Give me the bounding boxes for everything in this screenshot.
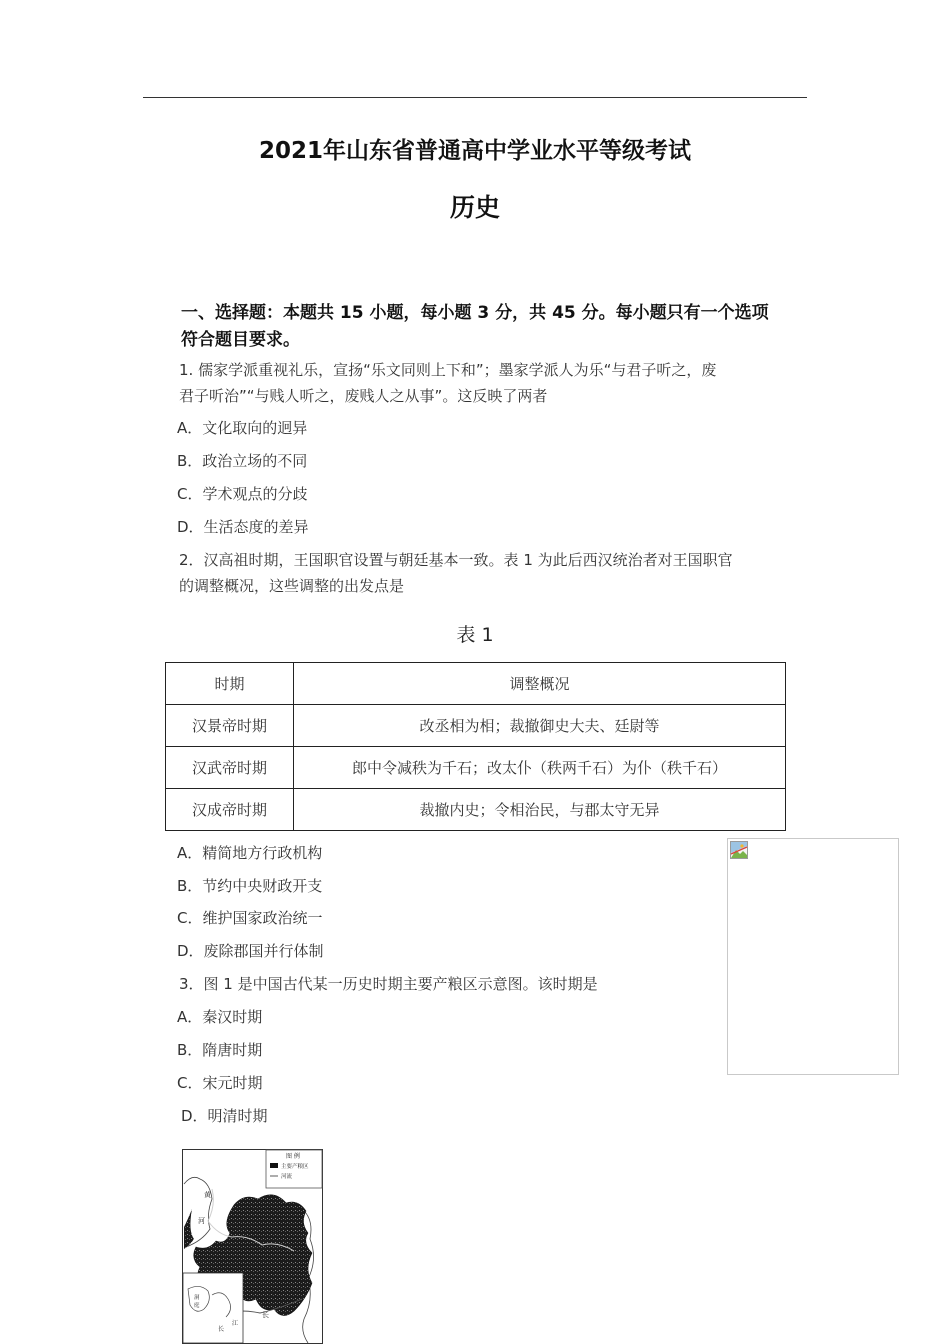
top-rule <box>143 97 807 98</box>
q3-option-d: D．明清时期 <box>181 1107 268 1125</box>
subject-title: 历史 <box>449 193 500 222</box>
q2-option-c: C．维护国家政治统一 <box>177 909 323 927</box>
map-label-he: 河 <box>198 1217 205 1225</box>
question-1-line2: 君子听治”“与贱人听之，废贱人之从事”。这反映了两者 <box>179 387 548 405</box>
grain-region-map <box>182 1149 323 1344</box>
q3-option-c: C．宋元时期 <box>177 1074 263 1092</box>
q2-option-d: D．废除郡国并行体制 <box>177 942 324 960</box>
q1-option-d: D．生活态度的差异 <box>177 518 309 536</box>
legend-grain-swatch <box>270 1163 278 1168</box>
exam-title: 2021年山东省普通高中学业水平等级考试 <box>258 138 691 164</box>
inset-label-ting: 庭 <box>194 1303 200 1309</box>
table-header-row <box>166 663 786 705</box>
table-cell-summary: 改丞相为相；裁撤御史大夫、廷尉等 <box>294 705 786 747</box>
map-label-jiang: 江 <box>268 1291 275 1299</box>
table-header-period: 时期 <box>166 663 294 705</box>
table-cell-summary: 裁撤内史；令相治民，与郡太守无异 <box>294 789 786 831</box>
image-placeholder <box>727 838 899 1075</box>
adjustment-table <box>165 662 786 831</box>
map-svg <box>182 1149 323 1344</box>
table-row <box>166 789 786 831</box>
q1-option-c: C．学术观点的分歧 <box>177 485 308 503</box>
inset-label-chang: 长 <box>218 1326 225 1333</box>
table-caption: 表 1 <box>456 624 494 646</box>
map-legend-title: 图 例 <box>286 1153 300 1160</box>
question-3-line1: 3．图 1 是中国古代某一历史时期主要产粮区示意图。该时期是 <box>179 975 598 993</box>
section-heading <box>181 300 811 354</box>
section-heading-line1: 一、选择题：本题共 15 小题，每小题 3 分，共 45 分。每小题只有一个选项 <box>181 303 769 323</box>
question-2-line2: 的调整概况，这些调整的出发点是 <box>179 577 405 595</box>
map-label-huang: 黄 <box>204 1191 211 1199</box>
q2-option-b: B．节约中央财政开支 <box>177 877 323 895</box>
question-2-line1: 2．汉高祖时期，王国职官设置与朝廷基本一致。表 1 为此后西汉统治者对王国职官 <box>179 551 733 569</box>
question-1 <box>179 357 809 409</box>
question-3 <box>179 971 809 997</box>
section-heading-line2: 符合题目要求。 <box>181 330 300 350</box>
broken-image-icon <box>730 841 748 859</box>
map-label-chang: 长 <box>262 1311 269 1319</box>
q3-option-a: A．秦汉时期 <box>177 1008 263 1026</box>
question-1-line1: 1. 儒家学派重视礼乐，宣扬“乐文同则上下和”；墨家学派人为乐“与君子听之，废 <box>179 361 717 379</box>
question-2 <box>179 547 809 599</box>
table-cell-summary: 郎中令减秩为千石；改太仆（秩两千石）为仆（秩千石） <box>294 747 786 789</box>
inset-label-jiang: 江 <box>232 1320 239 1327</box>
map-legend-grain: 主要产粮区 <box>281 1164 309 1170</box>
table-row <box>166 705 786 747</box>
table-row <box>166 747 786 789</box>
table-cell-period: 汉武帝时期 <box>166 747 294 789</box>
inset-label-dongting: 洞 <box>194 1295 200 1301</box>
q1-option-b: B．政治立场的不同 <box>177 452 308 470</box>
q3-option-b: B．隋唐时期 <box>177 1041 263 1059</box>
table-cell-period: 汉景帝时期 <box>166 705 294 747</box>
table-header-summary: 调整概况 <box>294 663 786 705</box>
q2-option-a: A．精简地方行政机构 <box>177 844 323 862</box>
table-cell-period: 汉成帝时期 <box>166 789 294 831</box>
map-legend-river: 河流 <box>281 1174 293 1180</box>
q1-option-a: A．文化取向的迥异 <box>177 419 308 437</box>
